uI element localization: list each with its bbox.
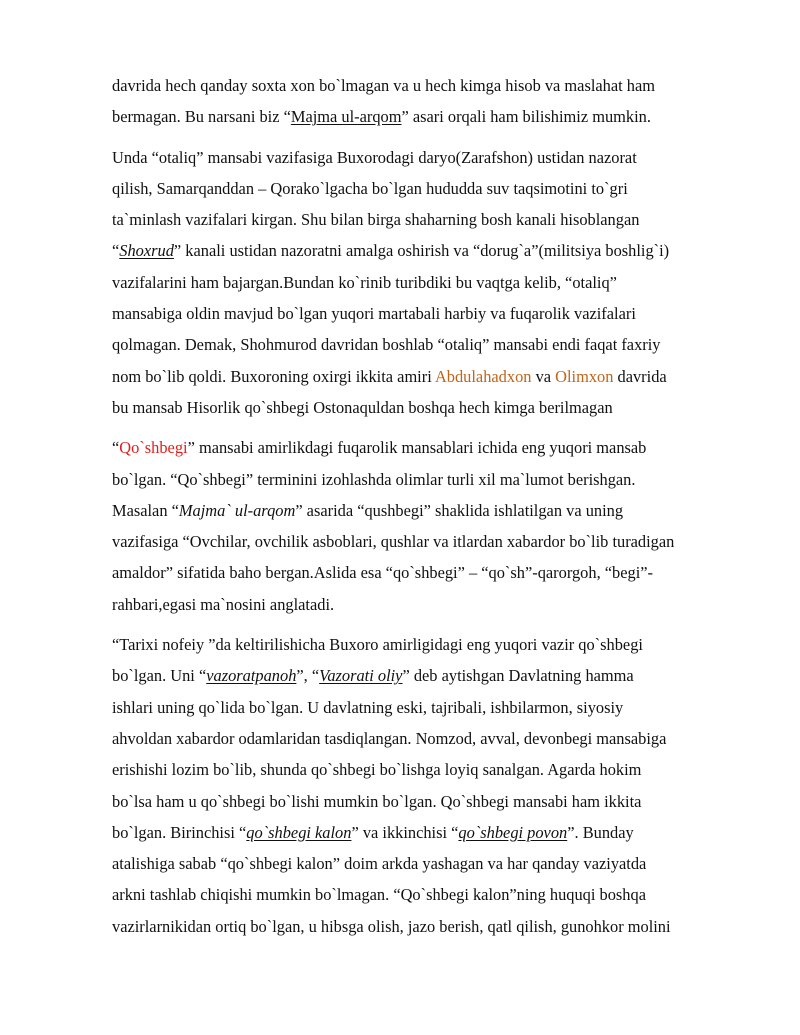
text-run: Masalan “ [112, 500, 179, 520]
text-run: vazirlarnikidan ortiq bo`lgan, u hibsga olish, jazo berish, qatl qilish, gunohkor molini [112, 916, 671, 936]
text-line [112, 589, 740, 620]
text-link[interactable]: qo`shbegi povon [458, 822, 568, 842]
text-line [112, 142, 740, 173]
paragraph [112, 432, 740, 620]
text-run: vazifalarini ham bajargan.Bundan ko`rinib turibdiki bu vaqtga kelib, “otaliq” [112, 272, 617, 292]
text-run: ”. Bunday [567, 822, 634, 842]
text-line [112, 817, 740, 848]
text-line [112, 464, 740, 495]
text-line [112, 495, 740, 526]
text-line [112, 432, 740, 463]
text-run: ” mansabi amirlikdagi fuqarolik mansablari ichida eng yuqori mansab [187, 438, 647, 458]
text-run: ” deb aytishgan Davlatning hamma [402, 666, 634, 686]
text-line [112, 557, 740, 588]
text-run: ” kanali ustidan nazoratni amalga oshirish va “dorug`a”(militsiya boshlig`i) [173, 241, 670, 261]
text-run: ahvoldan xabardor odamlaridan tasdiqlangan. Nomzod, avval, devonbegi mansabiga [112, 728, 667, 748]
text-line [112, 754, 740, 785]
text-run: vazifasiga “Ovchilar, ovchilik asboblari, qushlar va itlardan xabardor bo`lib turadigan [112, 532, 675, 552]
paragraph [112, 70, 740, 133]
text-line [112, 879, 740, 910]
text-run: atalishiga sabab “qo`shbegi kalon” doim arkda yashagan va har qanday vaziyatda [112, 854, 647, 874]
text-line [112, 101, 740, 132]
text-line [112, 204, 740, 235]
text-run: qolmagan. Demak, Shohmurod davridan boshlab “otaliq” mansabi endi faqat faxriy [112, 335, 661, 355]
text-run: bo`lgan. Uni “ [112, 666, 207, 686]
text-line [112, 848, 740, 879]
text-run: “Tarixi nofeiy ”da keltirilishicha Buxoro amirligidagi eng yuqori vazir qo`shbegi [112, 635, 643, 655]
styled-text: Olimxon [555, 366, 614, 386]
text-line [112, 911, 740, 942]
text-run: “ [112, 438, 120, 458]
text-run: davrida [613, 366, 667, 386]
text-link[interactable]: vazoratpanoh [206, 666, 297, 686]
text-line [112, 267, 740, 298]
text-link[interactable]: Majma ul-arqom [290, 107, 402, 127]
paragraph [112, 142, 740, 424]
document-body [112, 70, 740, 942]
text-line [112, 723, 740, 754]
text-run: ta`minlash vazifalari kirgan. Shu bilan birga shaharning bosh kanali hisoblangan [112, 210, 640, 230]
text-run: nom bo`lib qoldi. Buxoroning oxirgi ikkita amiri [112, 366, 435, 386]
text-run: va [531, 366, 556, 386]
text-run: amaldor” sifatida baho bergan.Aslida esa “qo`shbegi” – “qo`sh”-qarorgoh, “begi”- [112, 563, 653, 583]
text-line [112, 786, 740, 817]
text-line [112, 173, 740, 204]
text-run: ishlari uning qo`lida bo`lgan. U davlatning eski, tajribali, ishbilarmon, siyosiy [112, 697, 624, 717]
styled-text: Majma` ul-arqom [178, 500, 296, 520]
text-line [112, 692, 740, 723]
text-run: bo`lgan. “Qo`shbegi” terminini izohlashda olimlar turli xil ma`lumot berishgan. [112, 469, 636, 489]
text-run: rahbari,egasi ma`nosini anglatadi. [112, 594, 335, 614]
text-run: bu mansab Hisorlik qo`shbegi Ostonaquldan boshqa hech kimga berilmagan [112, 397, 613, 417]
text-run: ” asari orqali ham bilishimiz mumkin. [401, 107, 651, 127]
styled-text: Qo`shbegi [119, 438, 188, 458]
text-line [112, 392, 740, 423]
text-line [112, 629, 740, 660]
text-run: ” va ikkinchisi “ [351, 822, 459, 842]
text-run: “ [112, 241, 120, 261]
text-link[interactable]: Shoxrud [119, 241, 174, 261]
text-run: erishishi lozim bo`lib, shunda qo`shbegi bo`lishga loyiq sanalgan. Agarda hokim [112, 760, 642, 780]
text-line [112, 70, 740, 101]
text-run: qilish, Samarqanddan – Qorako`lgacha bo`lgan hududda suv taqsimotini to`gri [112, 178, 628, 198]
text-run: bo`lsa ham u qo`shbegi bo`lishi mumkin bo`lgan. Qo`shbegi mansabi ham ikkita [112, 791, 642, 811]
text-run: ” asarida “qushbegi” shaklida ishlatilgan va uning [295, 500, 624, 520]
text-line [112, 235, 740, 266]
text-line [112, 660, 740, 691]
text-line [112, 298, 740, 329]
text-run: arkni tashlab chiqishi mumkin bo`lmagan. “Qo`shbegi kalon”ning huquqi boshqa [112, 885, 646, 905]
text-line [112, 526, 740, 557]
text-link[interactable]: qo`shbegi kalon [246, 822, 352, 842]
text-run: ”, “ [296, 666, 320, 686]
text-run: mansabiga oldin mavjud bo`lgan yuqori martabali harbiy va fuqarolik vazifalari [112, 304, 636, 324]
text-line [112, 361, 740, 392]
text-run: davrida hech qanday soxta xon bo`lmagan va u hech kimga hisob va maslahat ham [112, 76, 656, 95]
text-run: Unda “otaliq” mansabi vazifasiga Buxorodagi daryo(Zarafshon) ustidan nazorat [112, 147, 637, 167]
text-link[interactable]: Vazorati oliy [319, 666, 403, 686]
text-run: bo`lgan. Birinchisi “ [112, 822, 247, 842]
styled-text: Abdulahadxon [434, 366, 532, 386]
text-line [112, 329, 740, 360]
paragraph [112, 629, 740, 942]
text-run: bermagan. Bu narsani biz “ [112, 107, 291, 127]
